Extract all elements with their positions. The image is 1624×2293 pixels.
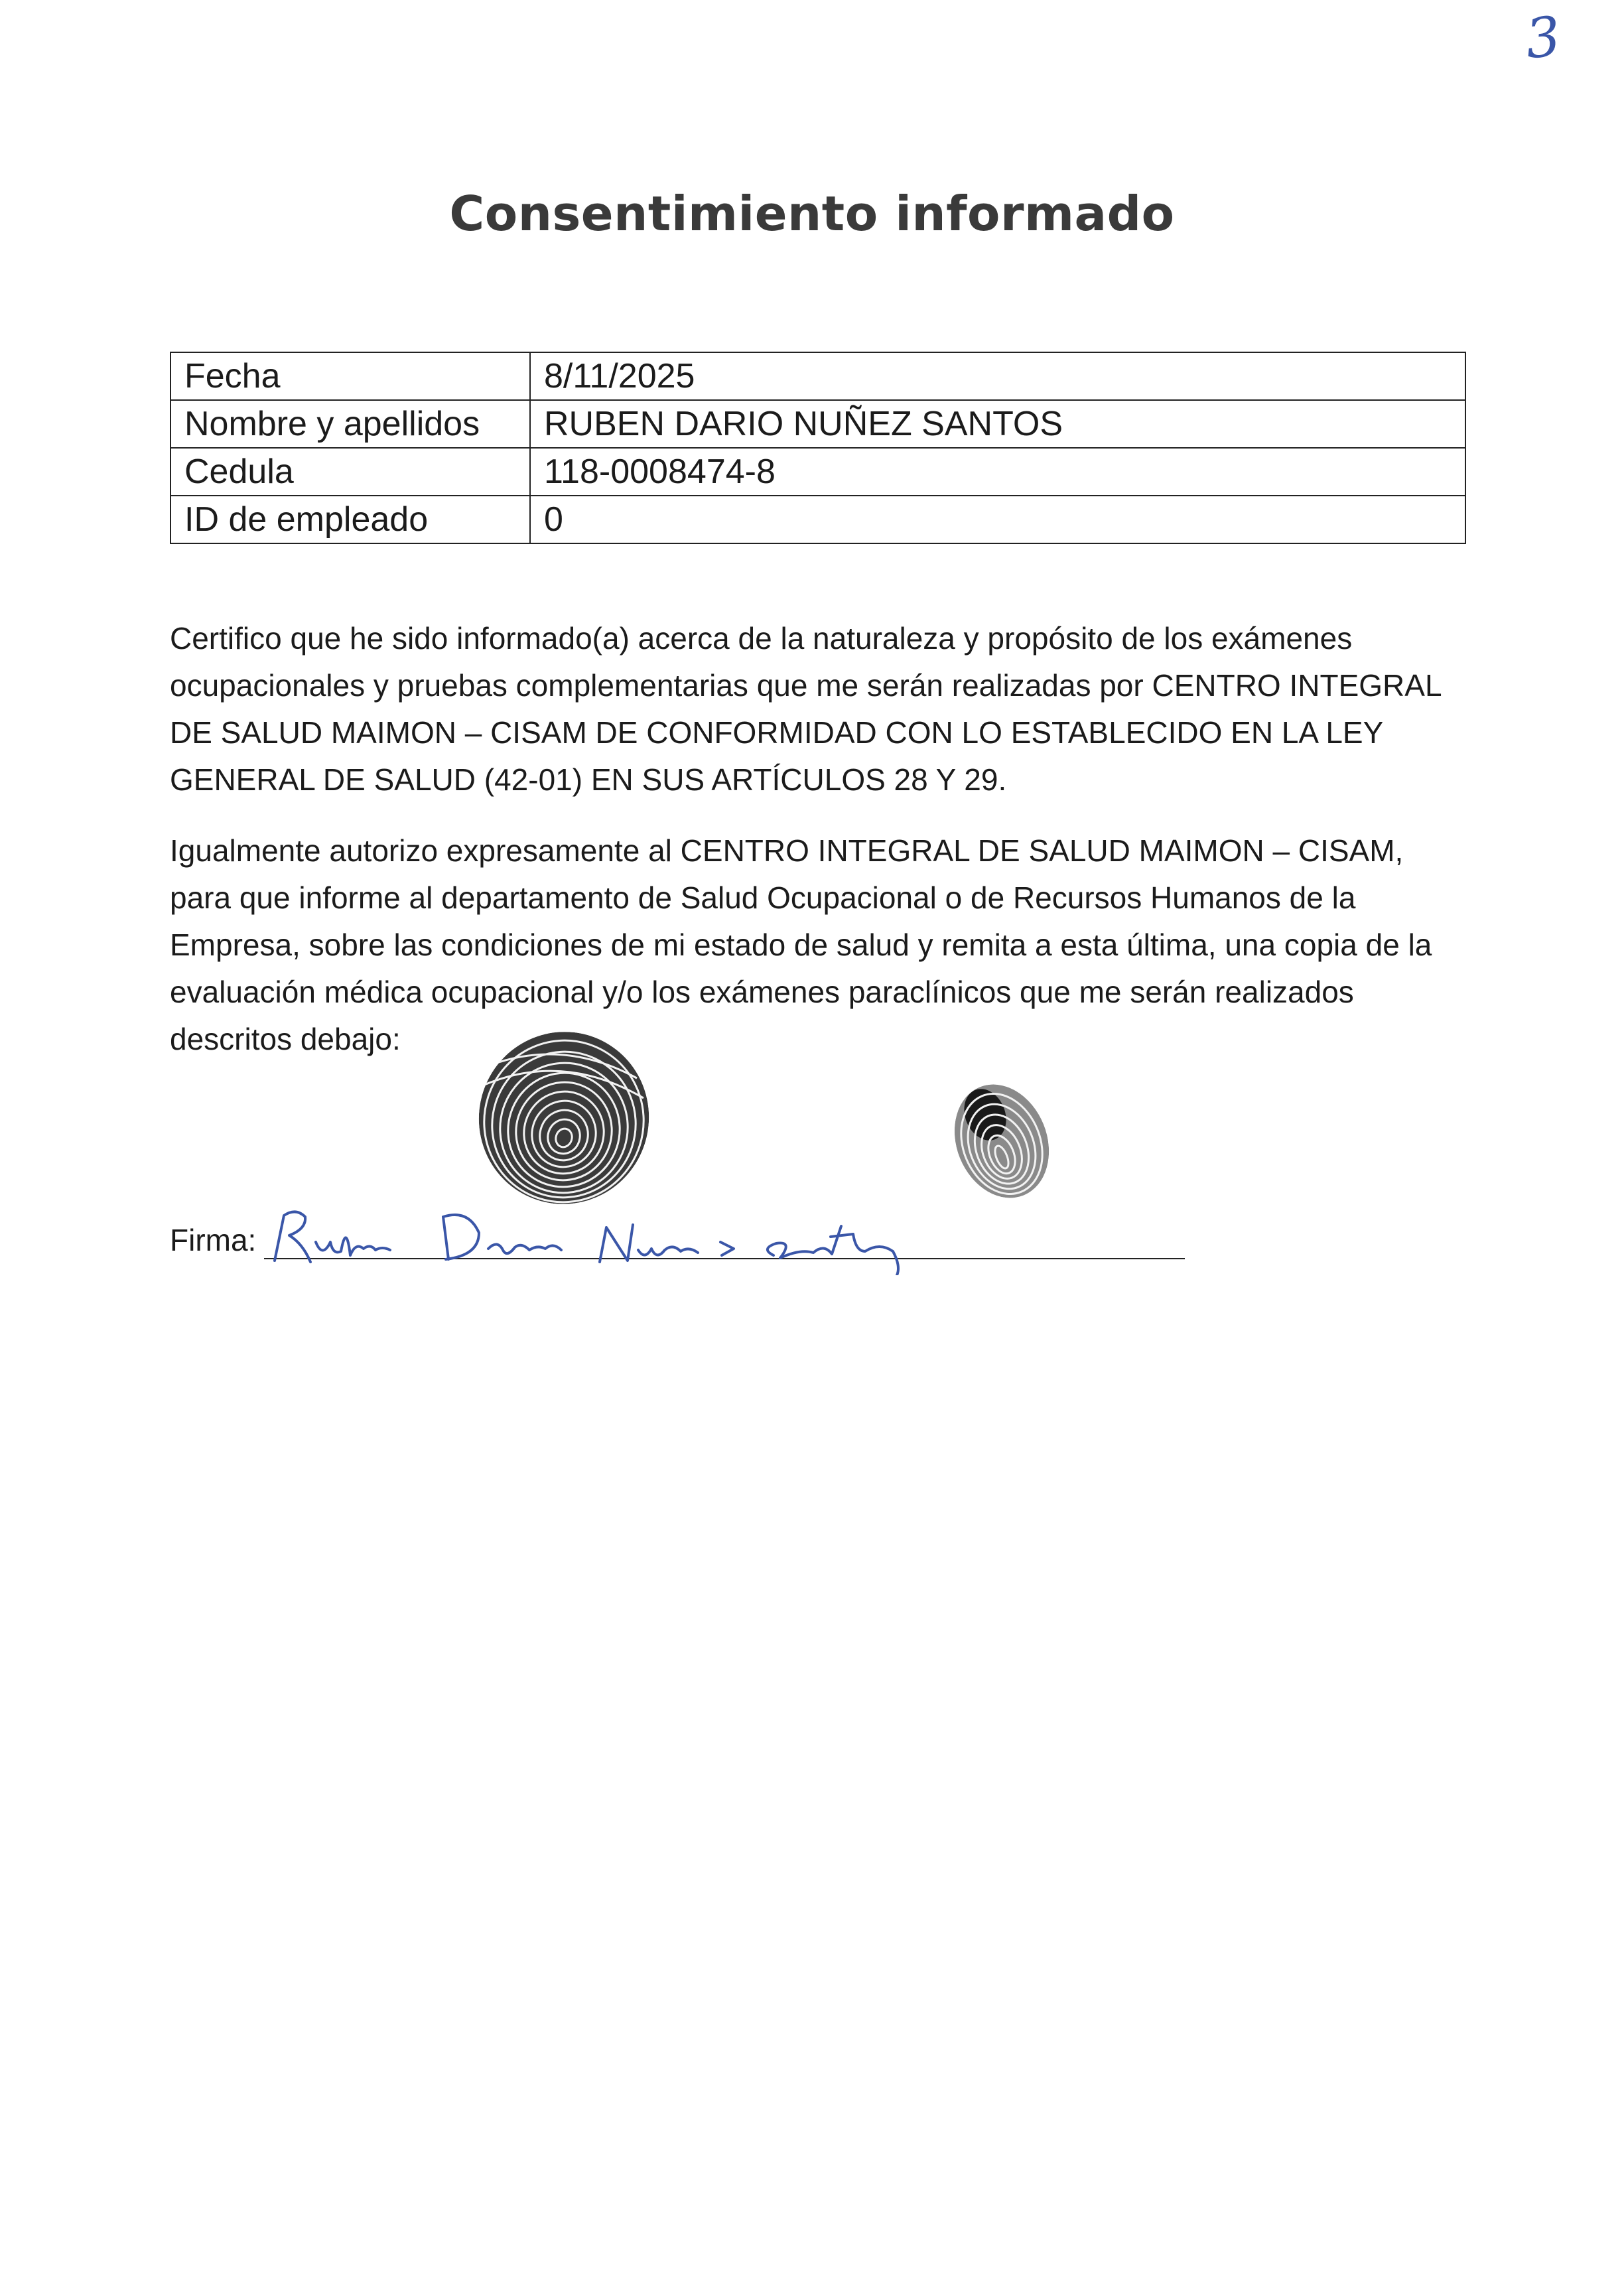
consent-paragraph-2: Igualmente autorizo expresamente al CENTRO INTEGRAL DE SALUD MAIMON – CISAM, para que informe al departamento de Salud Ocupacional o de Recursos Humanos de la Empresa, sobre las condiciones de mi estado de salud y remita a esta última, una copia de la evaluación médica ocupacional y/o los exámenes paraclínicos que me serán realizados descritos debajo:	[170, 833, 1432, 1056]
row-label-nombre: Nombre y apellidos	[170, 400, 530, 448]
page-number: 3	[1522, 5, 1564, 72]
table-row	[170, 400, 1465, 448]
table-row	[170, 352, 1465, 400]
row-label-cedula: Cedula	[170, 448, 530, 496]
row-value-id-empleado: 0	[530, 496, 1465, 543]
table-row	[170, 448, 1465, 496]
fingerprint-icon	[464, 1025, 663, 1217]
fingerprint-icon	[945, 1075, 1058, 1208]
row-value-fecha: 8/11/2025	[530, 352, 1465, 400]
document-title: Consentimiento informado	[449, 186, 1175, 242]
table-row	[170, 496, 1465, 543]
row-label-fecha: Fecha	[170, 352, 530, 400]
row-value-nombre: RUBEN DARIO NUÑEZ SANTOS	[530, 400, 1465, 448]
signature-label: Firma:	[170, 1223, 257, 1257]
row-label-id-empleado: ID de empleado	[170, 496, 530, 543]
consent-paragraph-1: Certifico que he sido informado(a) acerca de la naturaleza y propósito de los exámenes ocupacionales y pruebas complementarias que me serán realizadas por CENTRO INTEGRAL DE SALUD MAIMON – CISAM DE CONFORMIDAD CON LO ESTABLECIDO EN LA LEY GENERAL DE SALUD (42-01) EN SUS ARTÍCULOS 28 Y 29.	[170, 621, 1441, 797]
handwritten-signature	[269, 1202, 1012, 1275]
row-value-cedula: 118-0008474-8	[530, 448, 1465, 496]
signature-row	[170, 1214, 1185, 1267]
info-table	[170, 352, 1466, 544]
